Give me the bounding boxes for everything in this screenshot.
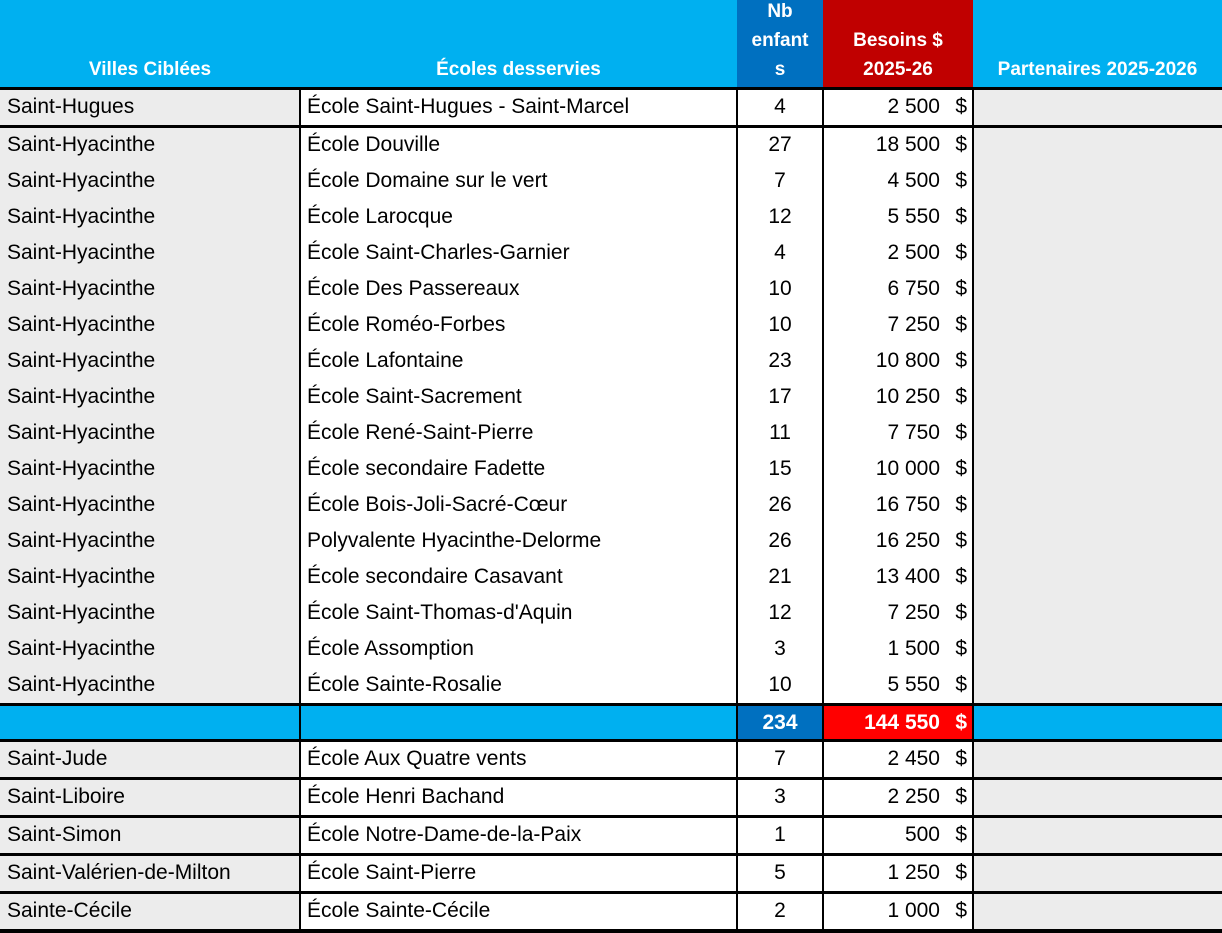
row-currency: $ xyxy=(955,785,967,808)
row-ville-text: Saint-Hyacinthe xyxy=(7,529,156,552)
row-ville-text: Saint-Jude xyxy=(7,747,108,770)
header-partenaires-label: Partenaires 2025-2026 xyxy=(997,59,1198,80)
row-currency: $ xyxy=(955,385,967,408)
row-ville xyxy=(0,128,300,164)
row-ville xyxy=(0,90,300,126)
row-ecole-text: École Aux Quatre vents xyxy=(307,747,527,770)
row-ecole xyxy=(300,632,737,668)
row-currency: $ xyxy=(955,241,967,264)
row-besoin xyxy=(823,780,973,816)
row-besoin-value: 10 800 xyxy=(875,349,940,372)
row-ecole xyxy=(300,856,737,892)
row-currency: $ xyxy=(955,673,967,696)
row-nb-enfants xyxy=(737,488,823,524)
row-nb-text: 4 xyxy=(774,95,786,118)
row-ecole-text: École secondaire Fadette xyxy=(307,457,546,480)
row-ville xyxy=(0,344,300,380)
row-ville-text: Saint-Hyacinthe xyxy=(7,457,156,480)
row-ville-text: Sainte-Cécile xyxy=(7,899,132,922)
header-besoins-line: 2025-26 xyxy=(863,59,933,80)
row-partenaire[interactable] xyxy=(973,90,1222,126)
header-besoins-line: Besoins $ xyxy=(853,30,943,51)
row-partenaire[interactable] xyxy=(973,128,1222,164)
row-ecole xyxy=(300,894,737,930)
row-besoin-value: 16 750 xyxy=(875,493,940,516)
row-nb-enfants xyxy=(737,200,823,236)
row-ecole xyxy=(300,380,737,416)
row-nb-enfants xyxy=(737,128,823,164)
row-ville xyxy=(0,632,300,668)
row-ville-text: Saint-Hyacinthe xyxy=(7,205,156,228)
row-besoin-value: 1 000 xyxy=(887,899,940,922)
row-ecole xyxy=(300,416,737,452)
row-currency: $ xyxy=(955,747,967,770)
row-currency: $ xyxy=(955,313,967,336)
row-nb-text: 3 xyxy=(774,637,786,660)
row-nb-text: 10 xyxy=(768,277,792,300)
row-besoin-value: 1 500 xyxy=(887,637,940,660)
row-currency: $ xyxy=(955,421,967,444)
row-partenaire[interactable] xyxy=(973,488,1222,524)
row-ecole xyxy=(300,742,737,778)
row-nb-text: 3 xyxy=(774,785,786,808)
row-besoin xyxy=(823,380,973,416)
row-nb-enfants xyxy=(737,742,823,778)
row-besoin xyxy=(823,856,973,892)
row-partenaire[interactable] xyxy=(973,894,1222,930)
row-ecole xyxy=(300,524,737,560)
row-besoin-value: 2 500 xyxy=(887,95,940,118)
row-besoin-value: 5 550 xyxy=(887,673,940,696)
row-besoin-value: 1 250 xyxy=(887,861,940,884)
row-ecole xyxy=(300,596,737,632)
row-nb-text: 26 xyxy=(768,529,792,552)
row-ecole-text: École Bois-Joli-Sacré-Cœur xyxy=(307,493,568,516)
row-currency: $ xyxy=(955,565,967,588)
row-ville xyxy=(0,856,300,892)
header-ecoles-label: Écoles desservies xyxy=(436,59,601,80)
row-ecole-text: École Lafontaine xyxy=(307,349,464,372)
row-partenaire[interactable] xyxy=(973,668,1222,704)
row-besoin-value: 2 450 xyxy=(887,747,940,770)
row-ville-text: Saint-Hyacinthe xyxy=(7,637,156,660)
subtotal-partenaires xyxy=(973,706,1222,740)
row-currency: $ xyxy=(955,169,967,192)
row-partenaire[interactable] xyxy=(973,272,1222,308)
row-ville xyxy=(0,780,300,816)
row-nb-text: 12 xyxy=(768,205,792,228)
row-ville xyxy=(0,488,300,524)
row-nb-enfants xyxy=(737,596,823,632)
column-divider xyxy=(736,88,738,930)
row-nb-text: 12 xyxy=(768,601,792,624)
row-besoin xyxy=(823,596,973,632)
row-currency: $ xyxy=(955,823,967,846)
row-besoin xyxy=(823,524,973,560)
row-ville-text: Saint-Hyacinthe xyxy=(7,313,156,336)
row-nb-enfants xyxy=(737,164,823,200)
row-currency: $ xyxy=(955,349,967,372)
row-nb-text: 21 xyxy=(768,565,792,588)
row-ville-text: Saint-Hyacinthe xyxy=(7,241,156,264)
row-currency: $ xyxy=(955,861,967,884)
row-partenaire[interactable] xyxy=(973,416,1222,452)
row-currency: $ xyxy=(955,493,967,516)
row-besoin xyxy=(823,90,973,126)
row-ecole-text: École Sainte-Rosalie xyxy=(307,673,502,696)
row-besoin xyxy=(823,308,973,344)
row-ecole-text: École Douville xyxy=(307,133,441,156)
row-nb-enfants xyxy=(737,780,823,816)
row-partenaire[interactable] xyxy=(973,632,1222,668)
row-nb-text: 27 xyxy=(768,133,792,156)
header-partenaires xyxy=(973,0,1222,88)
row-ecole xyxy=(300,668,737,704)
row-partenaire[interactable] xyxy=(973,780,1222,816)
row-nb-enfants xyxy=(737,856,823,892)
row-ecole-text: École Notre-Dame-de-la-Paix xyxy=(307,823,582,846)
row-besoin-value: 5 550 xyxy=(887,205,940,228)
row-nb-text: 23 xyxy=(768,349,792,372)
column-divider xyxy=(299,88,301,930)
row-ville xyxy=(0,380,300,416)
row-besoin-value: 7 250 xyxy=(887,313,940,336)
row-nb-text: 5 xyxy=(774,861,786,884)
row-ville-text: Saint-Liboire xyxy=(7,785,125,808)
column-divider xyxy=(822,88,824,930)
row-nb-enfants xyxy=(737,416,823,452)
row-partenaire[interactable] xyxy=(973,452,1222,488)
row-besoin-value: 7 750 xyxy=(887,421,940,444)
row-partenaire[interactable] xyxy=(973,344,1222,380)
subtotal-nb-text: 234 xyxy=(762,711,798,734)
row-ecole-text: École Assomption xyxy=(307,637,474,660)
row-nb-text: 7 xyxy=(774,747,786,770)
column-divider xyxy=(972,88,974,930)
row-besoin-value: 2 250 xyxy=(887,785,940,808)
row-besoin xyxy=(823,668,973,704)
row-currency: $ xyxy=(955,205,967,228)
header-besoins xyxy=(823,0,973,88)
row-ecole-text: École René-Saint-Pierre xyxy=(307,421,534,444)
row-ville xyxy=(0,452,300,488)
row-besoin-value: 2 500 xyxy=(887,241,940,264)
row-ville xyxy=(0,308,300,344)
header-nb-line: enfant xyxy=(751,30,809,51)
row-ecole xyxy=(300,560,737,596)
row-nb-text: 2 xyxy=(774,899,786,922)
row-ecole-text: École Larocque xyxy=(307,205,453,228)
row-besoin xyxy=(823,818,973,854)
row-nb-text: 7 xyxy=(774,169,786,192)
row-ville-text: Saint-Valérien-de-Milton xyxy=(7,861,231,884)
row-ecole xyxy=(300,308,737,344)
subtotal-besoin xyxy=(823,706,973,740)
row-besoin xyxy=(823,488,973,524)
row-nb-text: 4 xyxy=(774,241,786,264)
subtotal-nb-enfants xyxy=(737,706,823,740)
row-currency: $ xyxy=(955,637,967,660)
row-partenaire[interactable] xyxy=(973,380,1222,416)
row-ecole xyxy=(300,272,737,308)
row-partenaire[interactable] xyxy=(973,164,1222,200)
row-ecole xyxy=(300,488,737,524)
row-ville-text: Saint-Hyacinthe xyxy=(7,385,156,408)
row-ecole-text: École Saint-Hugues - Saint-Marcel xyxy=(307,95,630,118)
row-besoin xyxy=(823,200,973,236)
header-villes-label: Villes Ciblées xyxy=(88,59,212,80)
row-ville-text: Saint-Hyacinthe xyxy=(7,493,156,516)
row-nb-enfants xyxy=(737,818,823,854)
row-ville xyxy=(0,236,300,272)
row-besoin-value: 10 250 xyxy=(875,385,940,408)
subtotal-blank xyxy=(0,706,737,740)
row-partenaire[interactable] xyxy=(973,560,1222,596)
row-ecole xyxy=(300,200,737,236)
row-ville xyxy=(0,894,300,930)
row-besoin xyxy=(823,164,973,200)
row-besoin xyxy=(823,128,973,164)
header-nb-enfants xyxy=(737,0,823,88)
row-partenaire[interactable] xyxy=(973,596,1222,632)
row-ville-text: Saint-Hyacinthe xyxy=(7,565,156,588)
row-ville xyxy=(0,742,300,778)
row-besoin xyxy=(823,452,973,488)
row-partenaire[interactable] xyxy=(973,200,1222,236)
row-currency: $ xyxy=(955,95,967,118)
row-ville-text: Saint-Hyacinthe xyxy=(7,169,156,192)
row-nb-enfants xyxy=(737,380,823,416)
row-ville xyxy=(0,524,300,560)
row-besoin xyxy=(823,272,973,308)
row-ville-text: Saint-Hyacinthe xyxy=(7,673,156,696)
row-ecole-text: École secondaire Casavant xyxy=(307,565,563,588)
row-nb-enfants xyxy=(737,524,823,560)
row-ville-text: Saint-Hyacinthe xyxy=(7,277,156,300)
row-nb-text: 15 xyxy=(768,457,792,480)
row-ecole xyxy=(300,128,737,164)
row-besoin-value: 7 250 xyxy=(887,601,940,624)
row-currency: $ xyxy=(955,899,967,922)
row-nb-text: 26 xyxy=(768,493,792,516)
row-nb-text: 17 xyxy=(768,385,792,408)
row-partenaire[interactable] xyxy=(973,742,1222,778)
row-ecole-text: École Roméo-Forbes xyxy=(307,313,506,336)
row-besoin xyxy=(823,344,973,380)
row-nb-enfants xyxy=(737,90,823,126)
row-nb-enfants xyxy=(737,308,823,344)
row-besoin xyxy=(823,632,973,668)
row-ecole xyxy=(300,818,737,854)
row-partenaire[interactable] xyxy=(973,308,1222,344)
row-ville xyxy=(0,560,300,596)
row-nb-text: 10 xyxy=(768,673,792,696)
row-ecole-text: École Des Passereaux xyxy=(307,277,520,300)
row-ecole xyxy=(300,236,737,272)
row-ecole-text: École Saint-Charles-Garnier xyxy=(307,241,570,264)
row-nb-text: 10 xyxy=(768,313,792,336)
row-besoin xyxy=(823,742,973,778)
row-partenaire[interactable] xyxy=(973,524,1222,560)
subtotal-besoin-value: 144 550 xyxy=(864,711,940,734)
row-partenaire[interactable] xyxy=(973,856,1222,892)
row-besoin-value: 6 750 xyxy=(887,277,940,300)
header-nb-line: Nb xyxy=(767,1,793,22)
row-nb-text: 1 xyxy=(774,823,786,846)
row-nb-enfants xyxy=(737,632,823,668)
row-ville xyxy=(0,200,300,236)
row-besoin xyxy=(823,416,973,452)
row-ville xyxy=(0,668,300,704)
row-ville xyxy=(0,596,300,632)
row-besoin xyxy=(823,894,973,930)
subtotal-currency: $ xyxy=(955,711,967,734)
row-ville xyxy=(0,164,300,200)
row-currency: $ xyxy=(955,133,967,156)
row-besoin xyxy=(823,560,973,596)
row-ecole-text: École Saint-Pierre xyxy=(307,861,477,884)
row-ecole-text: École Saint-Thomas-d'Aquin xyxy=(307,601,573,624)
row-ecole-text: École Saint-Sacrement xyxy=(307,385,522,408)
row-nb-enfants xyxy=(737,668,823,704)
row-ecole xyxy=(300,780,737,816)
header-villes xyxy=(0,0,300,88)
row-ecole-text: Polyvalente Hyacinthe-Delorme xyxy=(307,529,602,552)
row-ecole xyxy=(300,452,737,488)
row-besoin-value: 16 250 xyxy=(875,529,940,552)
row-ecole-text: École Domaine sur le vert xyxy=(307,169,548,192)
row-partenaire[interactable] xyxy=(973,236,1222,272)
row-besoin-value: 13 400 xyxy=(875,565,940,588)
row-currency: $ xyxy=(955,277,967,300)
row-ville-text: Saint-Hyacinthe xyxy=(7,133,156,156)
row-ecole xyxy=(300,90,737,126)
row-ville-text: Saint-Simon xyxy=(7,823,122,846)
row-currency: $ xyxy=(955,529,967,552)
row-ville xyxy=(0,818,300,854)
row-besoin-value: 18 500 xyxy=(875,133,940,156)
row-besoin-value: 500 xyxy=(904,823,940,846)
header-nb-line: s xyxy=(774,59,786,80)
row-besoin-value: 4 500 xyxy=(887,169,940,192)
header-ecoles xyxy=(300,0,737,88)
row-ville-text: Saint-Hyacinthe xyxy=(7,421,156,444)
row-ville xyxy=(0,272,300,308)
row-nb-enfants xyxy=(737,344,823,380)
row-ecole-text: École Henri Bachand xyxy=(307,785,505,808)
row-nb-enfants xyxy=(737,560,823,596)
row-nb-enfants xyxy=(737,894,823,930)
row-nb-enfants xyxy=(737,236,823,272)
row-besoin-value: 10 000 xyxy=(875,457,940,480)
row-nb-enfants xyxy=(737,272,823,308)
row-nb-text: 11 xyxy=(769,421,791,444)
row-partenaire[interactable] xyxy=(973,818,1222,854)
row-ville xyxy=(0,416,300,452)
row-currency: $ xyxy=(955,601,967,624)
row-ecole-text: École Sainte-Cécile xyxy=(307,899,491,922)
row-ville-text: Saint-Hyacinthe xyxy=(7,349,156,372)
row-ecole xyxy=(300,344,737,380)
row-currency: $ xyxy=(955,457,967,480)
row-ville-text: Saint-Hugues xyxy=(7,95,135,118)
row-ville-text: Saint-Hyacinthe xyxy=(7,601,156,624)
row-besoin xyxy=(823,236,973,272)
row-nb-enfants xyxy=(737,452,823,488)
row-ecole xyxy=(300,164,737,200)
